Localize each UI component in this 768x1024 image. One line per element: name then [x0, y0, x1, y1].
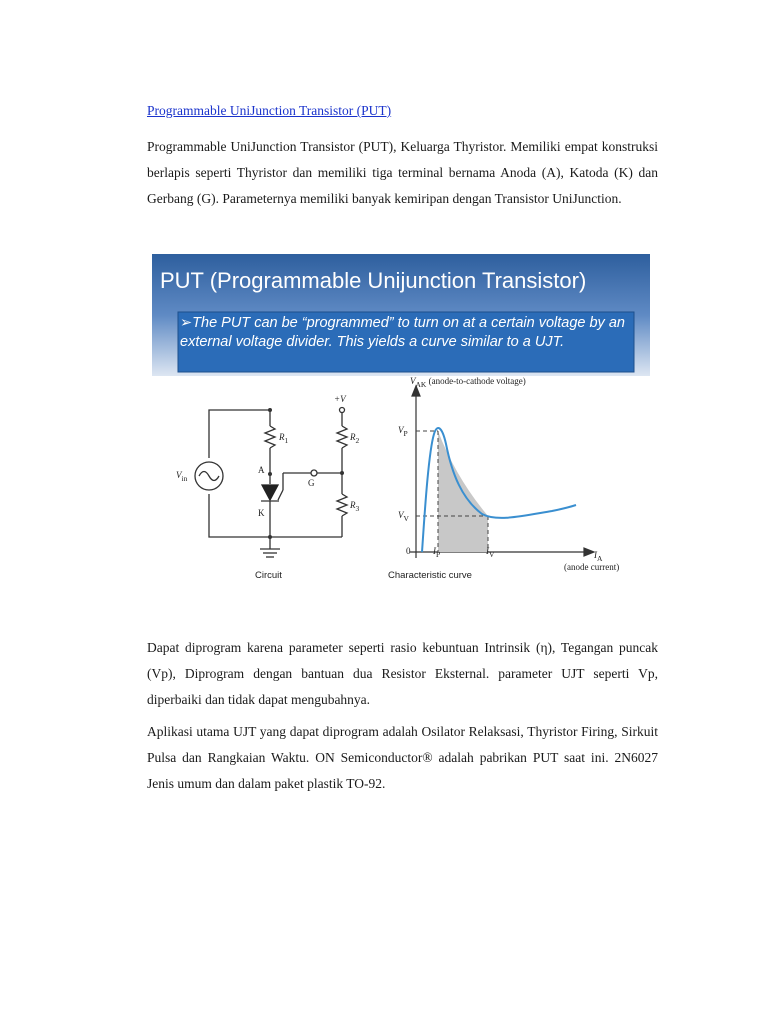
bullet-text: ➢The PUT can be “programmed” to turn on at a certain voltage by an external voltage divider. This yields a curve similar to a UJT. [180, 315, 625, 350]
circuit-diagram [195, 408, 347, 558]
circuit-caption: Circuit [255, 570, 282, 581]
x-axis-note: (anode current) [564, 562, 620, 572]
vv-label: $V_V$ [398, 510, 409, 523]
vp-label: $V_P$ [398, 425, 408, 438]
curve-caption: Characteristic curve [388, 570, 472, 581]
bullet-box [178, 312, 632, 372]
r1-label: $R_1$ [279, 432, 289, 445]
gate-label: G [308, 478, 315, 488]
figure-title: PUT (Programmable Unijunction Transistor) [160, 268, 587, 293]
r1-resistor [265, 426, 275, 448]
cathode-label: K [258, 508, 265, 518]
title-link[interactable]: Programmable UniJunction Transistor (PUT) [147, 103, 392, 118]
r3-resistor [337, 494, 347, 516]
put-symbol [262, 485, 278, 500]
r2-label: $R_2$ [350, 432, 360, 445]
put-figure [152, 254, 650, 589]
ip-label: $I_P$ [433, 546, 441, 559]
vin-label: $V_{in}$ [176, 470, 188, 483]
applications-paragraph: Aplikasi utama UJT yang dapat diprogram adalah Osilator Relaksasi, Thyristor Firing, Sirkuit Pulsa dan Rangkaian Waktu. ON Semiconductor® adalah pabrikan PUT saat ini. 2N6027 Jenis umum dan dalam paket plastik TO-92. [147, 724, 658, 791]
origin-label: 0 [406, 546, 411, 556]
gate-terminal [311, 470, 317, 476]
r3-label: $R_3$ [350, 500, 360, 513]
figure-graphics [152, 254, 650, 589]
programming-paragraph: Dapat diprogram karena parameter seperti rasio kebuntuan Intrinsik (η), Tegangan puncak (Vp), Diprogram dengan bantuan dua Resistor Eksternal. parameter UJT seperti Vp, diperbaiki dan tidak dapat mengubahnya. [147, 640, 658, 707]
iv-label: $I_V$ [486, 546, 495, 559]
r2-resistor [337, 426, 347, 448]
intro-paragraph: Programmable UniJunction Transistor (PUT), Keluarga Thyristor. Memiliki empat konstruksi berlapis seperti Thyristor dan memiliki tiga terminal bernama Anoda (A), Katoda (K) dan Gerbang (G). Parameternya memiliki banyak kemiripan dengan Transistor UniJunction. [147, 139, 658, 206]
supply-label: +V [334, 394, 346, 404]
anode-label: A [258, 465, 265, 475]
y-axis-label: $V_{AK}$ (anode-to-cathode voltage) [410, 376, 526, 389]
x-axis-label: $I_A$ [594, 550, 603, 563]
